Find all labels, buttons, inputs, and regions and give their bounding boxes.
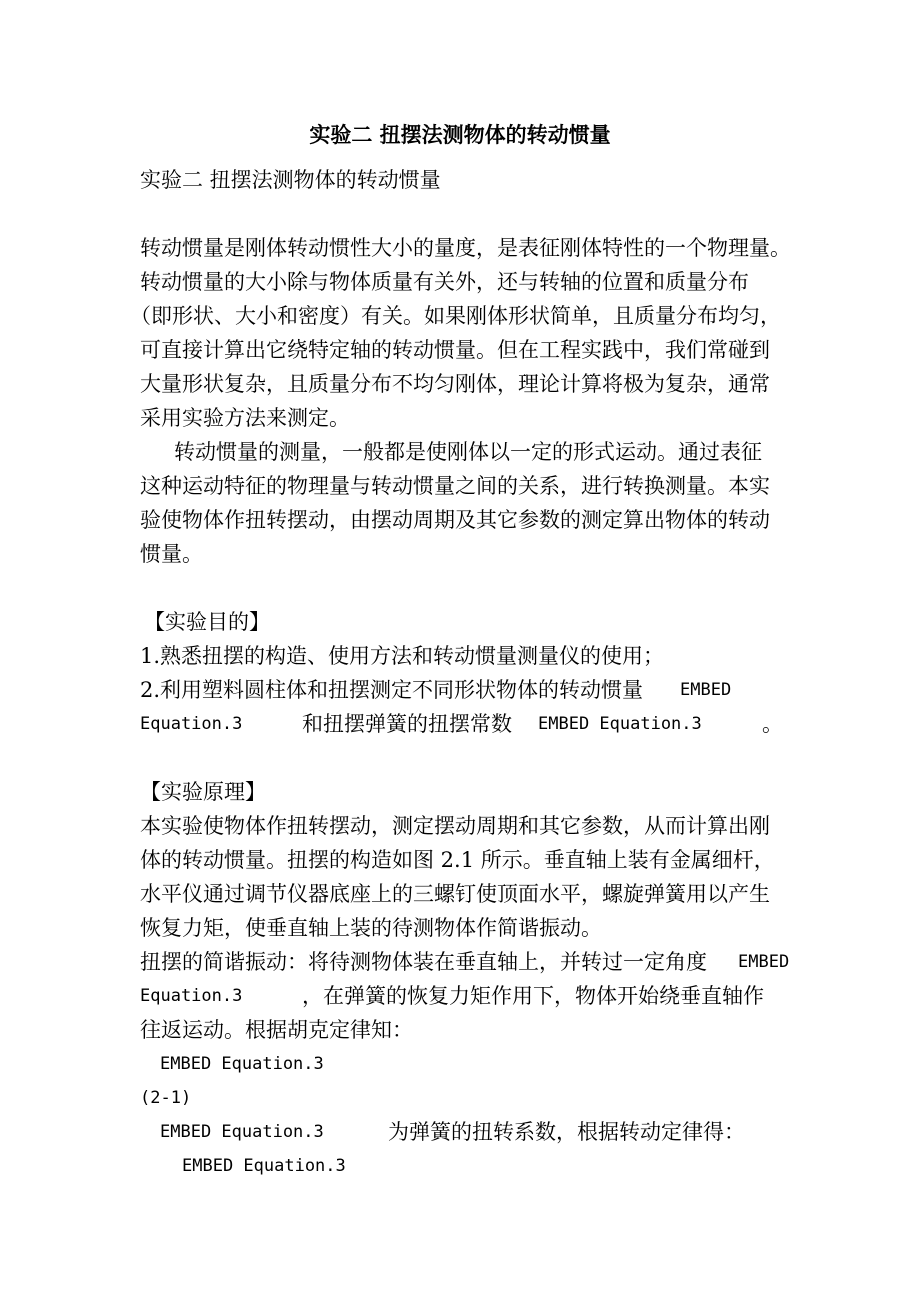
embed-placeholder: Equation.3: [140, 714, 243, 734]
principle-line-1: 本实验使物体作扭转摆动，测定摆动周期和其它参数，从而计算出刚: [140, 814, 770, 838]
shm-line-2-rest: ，在弹簧的恢复力矩作用下，物体开始绕垂直轴作: [302, 984, 764, 1008]
intro-line-4: 可直接计算出它绕特定轴的转动惯量。但在工程实践中，我们常碰到: [140, 338, 770, 362]
equation-placeholder: EMBED Equation.3: [160, 1122, 324, 1142]
subtitle: 实验二 扭摆法测物体的转动惯量: [140, 168, 441, 192]
shm-line-3: 往返运动。根据胡克定律知：: [140, 1018, 413, 1042]
purpose-item-2-text: 2.利用塑料圆柱体和扭摆测定不同形状物体的转动惯量: [140, 678, 644, 702]
intro-line-9: 验使物体作扭转摆动，由摆动周期及其它参数的测定算出物体的转动: [140, 508, 770, 532]
principle-heading: 【实验原理】: [140, 780, 266, 804]
intro-line-10: 惯量。: [140, 542, 203, 566]
purpose-period: 。: [762, 712, 783, 736]
principle-line-2: 体的转动惯量。扭摆的构造如图 2.1 所示。垂直轴上装有金属细杆，: [140, 848, 775, 872]
equation-2-text: 为弹簧的扭转系数，根据转动定律得：: [388, 1120, 745, 1144]
document-title: 实验二 扭摆法测物体的转动惯量: [309, 122, 611, 147]
intro-line-1: 转动惯量是刚体转动惯性大小的量度，是表征刚体特性的一个物理量。: [140, 236, 791, 260]
purpose-item-2-mid: 和扭摆弹簧的扭摆常数: [302, 712, 512, 736]
purpose-item-1: 1.熟悉扭摆的构造、使用方法和转动惯量测量仪的使用；: [140, 644, 665, 668]
embed-placeholder: EMBED: [738, 952, 790, 972]
intro-line-8: 这种运动特征的物理量与转动惯量之间的关系，进行转换测量。本实: [140, 474, 770, 498]
embed-placeholder: EMBED Equation.3: [538, 714, 702, 734]
intro-line-6: 采用实验方法来测定。: [140, 406, 350, 430]
equation-label: (2-1): [140, 1088, 192, 1108]
embed-placeholder: EMBED: [680, 680, 732, 700]
equation-placeholder: EMBED Equation.3: [182, 1156, 346, 1176]
embed-placeholder: Equation.3: [140, 986, 243, 1006]
intro-line-7: 转动惯量的测量，一般都是使刚体以一定的形式运动。通过表征: [174, 440, 762, 464]
intro-line-2: 转动惯量的大小除与物体质量有关外，还与转轴的位置和质量分布: [140, 270, 749, 294]
intro-line-3: （即形状、大小和密度）有关。如果刚体形状简单，且质量分布均匀，: [130, 304, 781, 328]
principle-line-4: 恢复力矩，使垂直轴上装的待测物体作简谐振动。: [140, 916, 602, 940]
intro-line-5: 大量形状复杂，且质量分布不均匀刚体，理论计算将极为复杂，通常: [140, 372, 770, 396]
purpose-heading: 【实验目的】: [144, 610, 270, 634]
principle-line-3: 水平仪通过调节仪器底座上的三螺钉使顶面水平，螺旋弹簧用以产生: [140, 882, 770, 906]
shm-line-1: 扭摆的简谐振动：将待测物体装在垂直轴上，并转过一定角度: [140, 950, 707, 974]
equation-placeholder: EMBED Equation.3: [160, 1054, 324, 1074]
